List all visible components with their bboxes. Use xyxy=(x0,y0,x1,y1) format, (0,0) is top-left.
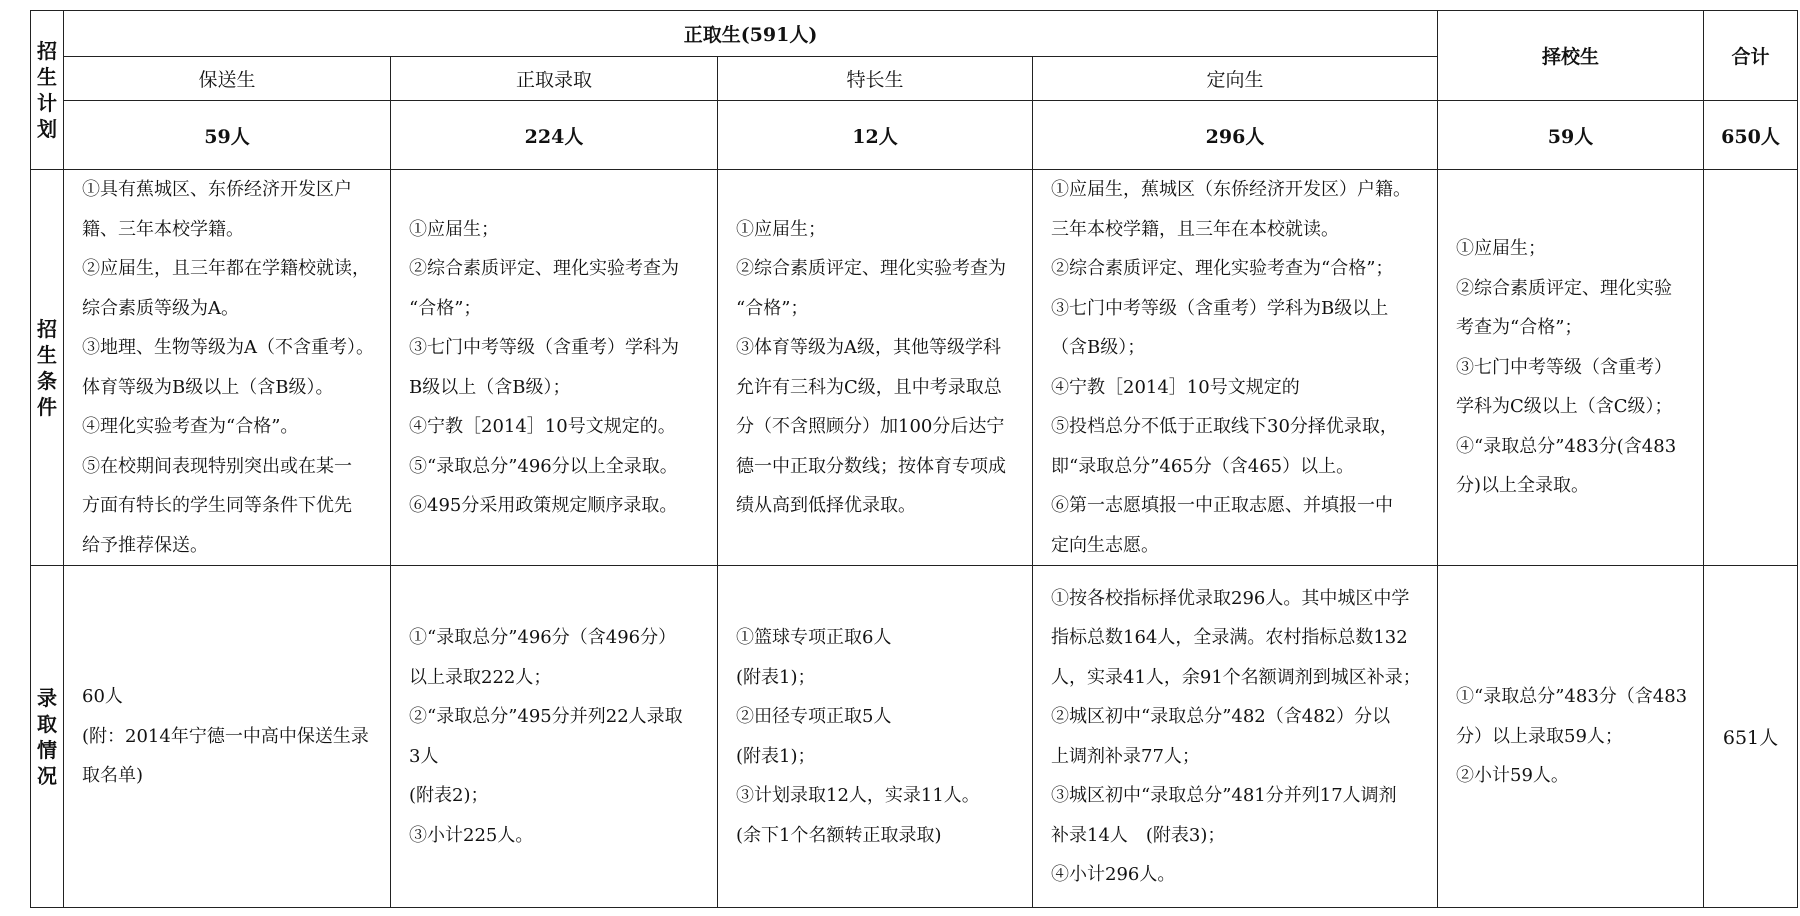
cell-line: ③七门中考等级（含重考）学科为 xyxy=(409,337,679,358)
conditions-cell xyxy=(1438,170,1704,566)
cell-line: ③七门中考等级（含重考）学科为B级以上 xyxy=(1051,297,1389,319)
cell-line: 60人 xyxy=(82,686,123,708)
admission-cell xyxy=(64,566,391,908)
cell-line: ⑤在校期间表现特别突出或在某一 xyxy=(82,455,352,477)
cell-line: ③小计225人。 xyxy=(409,824,534,846)
plan-count-total: 650人 xyxy=(1704,101,1798,170)
admission-cell xyxy=(391,566,718,908)
conditions-total-empty xyxy=(1704,170,1798,566)
cell-line: （含B级）； xyxy=(1051,337,1146,358)
cell-line: ②综合素质评定、理化实验考查为 xyxy=(409,258,679,279)
cell-line: 即“录取总分”465分（含465）以上。 xyxy=(1051,455,1355,477)
cell-line: 体育等级为B级以上（含B级）。 xyxy=(82,376,334,398)
cell-line: ⑥第一志愿填报一中正取志愿、并填报一中 xyxy=(1051,495,1393,516)
cell-line: ③体育等级为A级，其他等级学科 xyxy=(736,337,1001,358)
cell-line: ③计划录取12人，实录11人。 xyxy=(736,785,980,806)
cell-line: ①应届生，蕉城区（东侨经济开发区）户籍。 xyxy=(1051,179,1411,200)
cell-line: 分)以上全录取。 xyxy=(1456,475,1590,497)
conditions-cell xyxy=(391,170,718,566)
cell-line: ③地理、生物等级为A（不含重考）。 xyxy=(82,337,374,358)
category-header: 定向生 xyxy=(1033,57,1438,101)
conditions-cell xyxy=(718,170,1033,566)
cell-line: 给予推荐保送。 xyxy=(82,534,208,556)
cell-line: 补录14人 (附表3)； xyxy=(1051,824,1226,846)
cell-line: ④“录取总分”483分(含483 xyxy=(1456,435,1677,457)
category-header: 正取录取 xyxy=(391,57,718,101)
plan-count: 12人 xyxy=(718,101,1033,170)
category-header: 保送生 xyxy=(64,57,391,101)
row-label-admission: 录 取 情 况 xyxy=(31,566,64,908)
cell-line: ①具有蕉城区、东侨经济开发区户 xyxy=(82,179,352,200)
cell-line: ①篮球专项正取6人 xyxy=(736,627,892,648)
cell-line: ②综合素质评定、理化实验考查为“合格”； xyxy=(1051,258,1394,279)
cell-line: ③城区初中“录取总分”481分并列17人调剂 xyxy=(1051,785,1397,806)
cell-line: “合格”； xyxy=(736,297,809,319)
cell-line: 允许有三科为C级，且中考录取总 xyxy=(736,376,1002,398)
admission-cell xyxy=(1033,566,1438,908)
cell-line: ①按各校指标择优录取296人。其中城区中学 xyxy=(1051,587,1410,609)
cell-line: ①应届生； xyxy=(1456,238,1547,260)
cell-line: ④宁教［2014］10号文规定的 xyxy=(1051,376,1300,398)
row-label-plan: 招 生 计 划 xyxy=(31,11,64,170)
cell-line: ①“录取总分”496分（含496分） xyxy=(409,627,677,648)
cell-line: 德一中正取分数线；按体育专项成 xyxy=(736,455,1006,477)
cell-line: (附表2)； xyxy=(409,785,489,806)
admission-total: 651人 xyxy=(1704,566,1798,908)
total-header: 合计 xyxy=(1704,11,1798,101)
main-group-header: 正取生(591人) xyxy=(64,11,1438,57)
cell-line: 分（不含照顾分）加100分后达宁 xyxy=(736,416,1005,437)
cell-line: ②小计59人。 xyxy=(1456,765,1569,787)
conditions-cell xyxy=(64,170,391,566)
cell-line: ④宁教［2014］10号文规定的。 xyxy=(409,416,676,437)
cell-line: 取名单) xyxy=(82,765,144,787)
cell-line: 方面有特长的学生同等条件下优先 xyxy=(82,495,352,516)
cell-line: ④理化实验考查为“合格”。 xyxy=(82,416,299,437)
plan-count: 59人 xyxy=(64,101,391,170)
cell-line: ②综合素质评定、理化实验考查为 xyxy=(736,258,1006,279)
cell-line: ①应届生； xyxy=(409,218,499,240)
cell-line: 3人 xyxy=(409,745,439,767)
cell-line: ②应届生，且三年都在学籍校就读， xyxy=(82,258,370,279)
cell-line: ③七门中考等级（含重考） xyxy=(1456,356,1673,378)
cell-line: ⑤“录取总分”496分以上全录取。 xyxy=(409,455,678,477)
cell-line: 籍、三年本校学籍。 xyxy=(82,218,244,240)
cell-line: 指标总数164人，全录满。农村指标总数132 xyxy=(1051,627,1408,648)
cell-line: 上调剂补录77人； xyxy=(1051,745,1200,767)
cell-line: 综合素质等级为A。 xyxy=(82,297,239,319)
admission-cell xyxy=(1438,566,1704,908)
cell-line: 三年本校学籍，且三年在本校就读。 xyxy=(1051,218,1339,240)
cell-line: 定向生志愿。 xyxy=(1051,534,1159,556)
enrollment-table xyxy=(30,10,1798,908)
cell-line: 绩从高到低择优录取。 xyxy=(736,495,916,516)
cell-line: ①应届生； xyxy=(736,218,826,240)
plan-count: 296人 xyxy=(1033,101,1438,170)
admission-cell xyxy=(718,566,1033,908)
cell-line: (余下1个名额转正取录取) xyxy=(736,824,942,846)
cell-line: 人，实录41人，余91个名额调剂到城区补录； xyxy=(1051,666,1421,688)
cell-line: 以上录取222人； xyxy=(409,666,552,688)
cell-line: 考查为“合格”； xyxy=(1456,317,1583,339)
cell-line: B级以上（含B级）； xyxy=(409,376,571,398)
cell-line: ⑤投档总分不低于正取线下30分择优录取， xyxy=(1051,416,1398,437)
cell-line: (附表1)； xyxy=(736,745,816,767)
cell-line: ②综合素质评定、理化实验 xyxy=(1456,277,1673,299)
category-header: 特长生 xyxy=(718,57,1033,101)
cell-line: 分）以上录取59人； xyxy=(1456,725,1623,747)
choose-school-header: 择校生 xyxy=(1438,11,1704,101)
cell-line: “合格”； xyxy=(409,297,482,319)
plan-count: 59人 xyxy=(1438,101,1704,170)
cell-line: ②城区初中“录取总分”482（含482）分以 xyxy=(1051,706,1391,727)
cell-line: ④小计296人。 xyxy=(1051,864,1176,885)
row-label-conditions: 招 生 条 件 xyxy=(31,170,64,566)
conditions-cell xyxy=(1033,170,1438,566)
cell-line: (附表1)； xyxy=(736,666,816,688)
cell-line: ①“录取总分”483分（含483 xyxy=(1456,686,1688,708)
cell-line: 学科为C级以上（含C级）； xyxy=(1456,396,1673,418)
cell-line: ②“录取总分”495分并列22人录取 xyxy=(409,706,683,727)
cell-line: (附：2014年宁德一中高中保送生录 xyxy=(82,725,369,747)
cell-line: ②田径专项正取5人 xyxy=(736,706,892,727)
plan-count: 224人 xyxy=(391,101,718,170)
cell-line: ⑥495分采用政策规定顺序录取。 xyxy=(409,495,678,516)
